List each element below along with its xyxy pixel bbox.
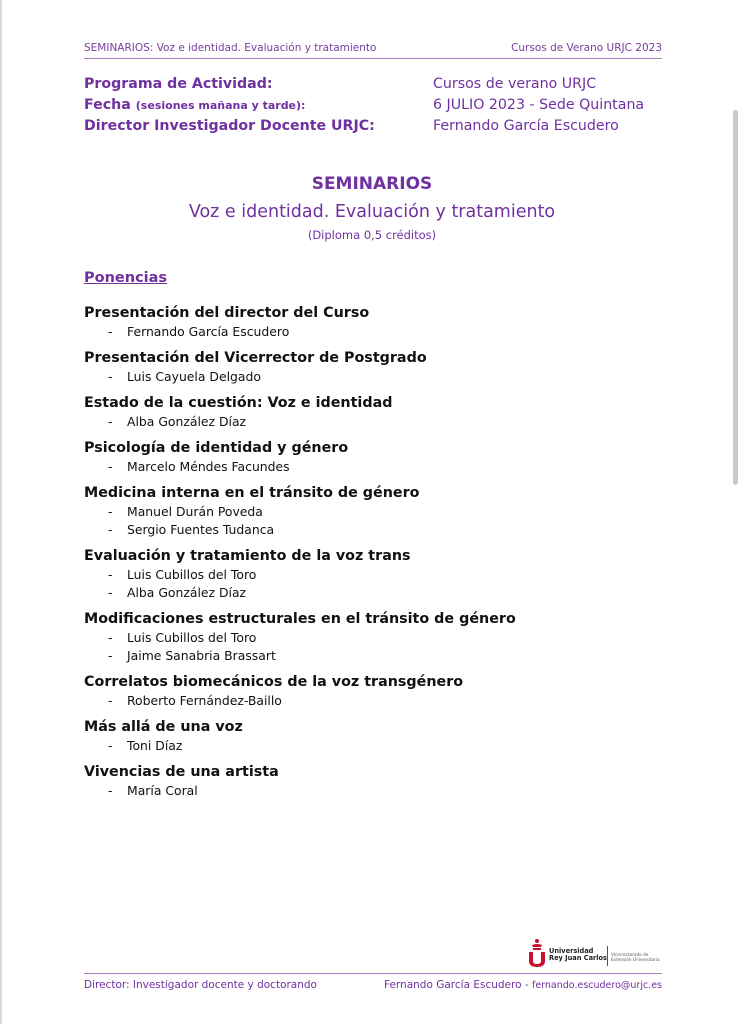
session-item	[84, 304, 684, 341]
session-speaker: - Marcelo Méndes Facundes	[84, 458, 684, 476]
header-divider	[84, 58, 662, 59]
session-title: Medicina interna en el tránsito de género	[84, 485, 420, 501]
vertical-scrollbar[interactable]	[733, 110, 738, 485]
info-row-programa	[84, 74, 664, 95]
session-title: Correlatos biomecánicos de la voz transgénero	[84, 674, 464, 690]
session-title: Modificaciones estructurales en el tránsito de género	[84, 611, 516, 627]
session-item	[84, 484, 684, 539]
director-value: Fernando García Escudero	[433, 118, 619, 134]
session-speaker: - Toni Díaz	[84, 737, 684, 755]
logo-sub-line2: Extensión Universitaria	[611, 957, 660, 962]
urjc-logo-icon	[527, 938, 547, 968]
session-speaker: - Alba González Díaz	[84, 413, 684, 431]
session-title: Estado de la cuestión: Voz e identidad	[84, 395, 393, 411]
urjc-logo-subtitle	[611, 952, 660, 962]
director-label: Director Investigador Docente URJC:	[84, 118, 375, 134]
info-row-fecha	[84, 95, 664, 116]
logo-sub-line1: Vicerrectorado de	[611, 952, 649, 957]
fecha-label: Fecha	[84, 97, 131, 113]
footer-divider	[84, 973, 662, 974]
footer-left-text: Director: Investigador docente y doctorando	[84, 979, 317, 991]
session-title: Presentación del director del Curso	[84, 305, 370, 321]
document-subtitle: Voz e identidad. Evaluación y tratamiento	[188, 202, 556, 222]
session-item	[84, 718, 684, 755]
programa-label: Programa de Actividad:	[84, 76, 273, 92]
page-edge	[0, 0, 2, 1024]
logo-separator	[607, 946, 608, 966]
fecha-label-group	[84, 95, 305, 116]
diploma-note: (Diploma 0,5 créditos)	[307, 228, 437, 242]
programa-value: Cursos de verano URJC	[433, 76, 597, 92]
session-speaker: - Sergio Fuentes Tudanca	[84, 521, 684, 539]
session-speaker: - Alba González Díaz	[84, 584, 684, 602]
session-speaker: - Luis Cubillos del Toro	[84, 566, 684, 584]
footer-right	[384, 979, 662, 991]
session-speaker: - Luis Cayuela Delgado	[84, 368, 684, 386]
session-title: Evaluación y tratamiento de la voz trans	[84, 548, 411, 564]
session-item	[84, 349, 684, 386]
page-header	[84, 42, 662, 56]
session-speaker: - Jaime Sanabria Brassart	[84, 647, 684, 665]
footer-director-name: Fernando García Escudero	[384, 979, 522, 991]
session-speaker: - Manuel Durán Poveda	[84, 503, 684, 521]
session-item	[84, 673, 684, 710]
session-item	[84, 610, 684, 665]
session-title: Presentación del Vicerrector de Postgrado	[84, 350, 427, 366]
fecha-note: (sesiones mañana y tarde):	[135, 99, 306, 112]
session-item	[84, 439, 684, 476]
header-right-text: Cursos de Verano URJC 2023	[511, 42, 662, 54]
footer-email-link[interactable]: fernando.escudero@urjc.es	[531, 980, 662, 991]
session-speaker: - Luis Cubillos del Toro	[84, 629, 684, 647]
session-item	[84, 394, 684, 431]
footer-separator: -	[521, 979, 532, 991]
session-speaker: - Fernando García Escudero	[84, 323, 684, 341]
sessions-list	[84, 304, 684, 808]
session-speaker: - María Coral	[84, 782, 684, 800]
info-row-director	[84, 116, 664, 137]
session-item	[84, 763, 684, 800]
activity-info	[84, 74, 664, 137]
session-title: Vivencias de una artista	[84, 764, 279, 780]
urjc-logo-name	[549, 948, 607, 962]
session-title: Psicología de identidad y género	[84, 440, 349, 456]
document-title: SEMINARIOS	[311, 174, 433, 194]
ponencias-heading: Ponencias	[84, 270, 168, 286]
logo-name-line2: Rey Juan Carlos	[549, 954, 607, 962]
logo-name-line1: Universidad	[549, 947, 594, 955]
fecha-value: 6 JULIO 2023 - Sede Quintana	[433, 97, 645, 113]
session-item	[84, 547, 684, 602]
session-speaker: - Roberto Fernández-Baillo	[84, 692, 684, 710]
page-footer	[84, 979, 662, 993]
header-left-text: SEMINARIOS: Voz e identidad. Evaluación y tratamiento	[84, 42, 377, 54]
session-title: Más allá de una voz	[84, 719, 243, 735]
